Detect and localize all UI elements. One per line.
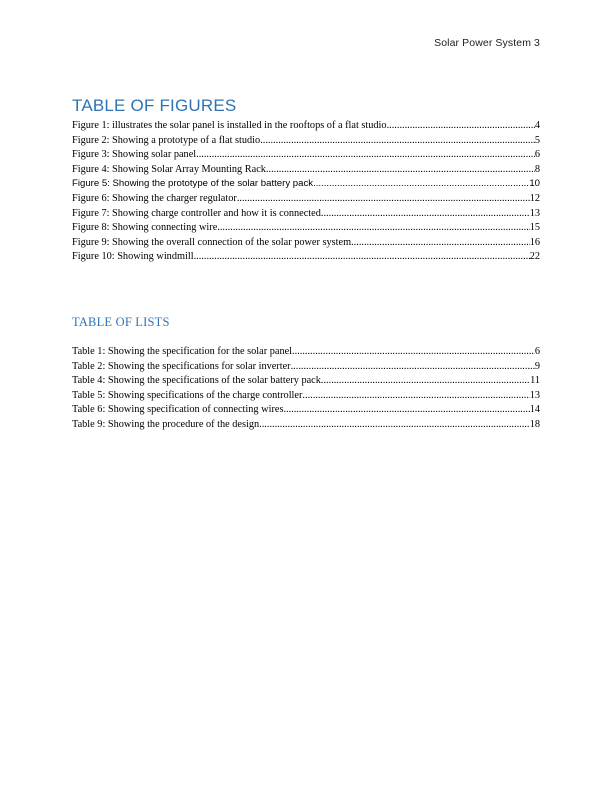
toc-entry-figure-9[interactable]	[72, 236, 540, 251]
toc-entry-figure-6[interactable]	[72, 192, 540, 207]
dot-leader	[259, 418, 530, 433]
toc-entry-table-9[interactable]	[72, 418, 540, 433]
dot-leader	[321, 207, 530, 222]
toc-entry-table-5[interactable]	[72, 389, 540, 404]
entry-page-number: 4	[534, 120, 540, 131]
toc-entry-figure-2[interactable]	[72, 134, 540, 149]
entry-label: Table 1: Showing the specification for the solar panel	[72, 346, 293, 357]
entry-page-number: 15	[529, 222, 540, 234]
toc-entry-table-6[interactable]	[72, 403, 540, 418]
entry-page-number: 8	[534, 163, 540, 175]
dot-leader	[196, 148, 535, 163]
dot-leader	[313, 177, 529, 192]
entry-page-number: 13	[529, 207, 540, 219]
entry-page-number: 6	[534, 149, 540, 161]
entry-label: Figure 6: Showing the charger regulator	[72, 192, 237, 204]
entry-page-number: 5	[534, 134, 540, 146]
lists-list	[72, 345, 540, 433]
entry-page-number: 13	[529, 389, 540, 401]
table-of-figures-title: TABLE OF FIGURES	[72, 96, 237, 115]
dot-leader	[283, 403, 529, 418]
entry-label: Figure 2: Showing a prototype of a flat studio	[72, 134, 261, 146]
entry-label: Figure 4: Showing Solar Array Mounting Rack	[72, 163, 266, 175]
entry-label: Table 2: Showing the specifications for solar inverter	[72, 360, 291, 372]
dot-leader	[266, 163, 535, 178]
toc-entry-figure-8[interactable]	[72, 221, 540, 236]
entry-page-number: 9	[534, 360, 540, 372]
dot-leader	[260, 134, 535, 149]
entry-label: Figure 10: Showing windmill	[72, 251, 194, 263]
entry-label: Figure 8: Showing connecting wire	[72, 222, 218, 234]
entry-label: Table 5: Showing specifications of the charge controller	[72, 389, 303, 401]
dot-leader	[291, 360, 535, 375]
entry-label: Table 4: Showing the specifications of the solar battery pack	[72, 375, 321, 387]
toc-entry-figure-3[interactable]	[72, 148, 540, 163]
entry-page-number: 6	[534, 346, 540, 357]
running-head: Solar Power System 3	[434, 37, 540, 49]
entry-label: Figure 5: Showing the prototype of the solar battery pack	[72, 178, 314, 190]
entry-label: Table 9: Showing the procedure of the design	[72, 418, 260, 430]
entry-page-number: 12	[529, 192, 540, 204]
entry-page-number: 22	[529, 251, 540, 263]
toc-entry-table-1[interactable]	[72, 345, 540, 360]
entry-page-number: 16	[529, 236, 540, 248]
dot-leader	[292, 345, 535, 360]
toc-entry-table-2[interactable]	[72, 360, 540, 375]
entry-label: Figure 1: illustrates the solar panel is installed in the rooftops of a flat studio	[72, 120, 387, 131]
dot-leader	[237, 192, 530, 207]
entry-label: Figure 9: Showing the overall connection of the solar power system	[72, 236, 352, 248]
dot-leader	[217, 221, 529, 236]
table-of-figures	[72, 96, 540, 265]
entry-page-number: 10	[529, 178, 540, 190]
entry-page-number: 18	[529, 418, 540, 430]
dot-leader	[351, 236, 530, 251]
toc-entry-figure-7[interactable]	[72, 207, 540, 222]
toc-entry-figure-4[interactable]	[72, 163, 540, 178]
toc-entry-figure-5[interactable]	[72, 177, 540, 192]
entry-label: Figure 3: Showing solar panel	[72, 149, 197, 161]
dot-leader	[302, 389, 529, 404]
entry-page-number: 14	[529, 404, 540, 416]
dot-leader	[194, 250, 530, 265]
toc-entry-figure-10[interactable]	[72, 250, 540, 265]
toc-entry-figure-1[interactable]	[72, 119, 540, 134]
toc-entry-table-4[interactable]	[72, 374, 540, 389]
table-of-lists-title: TABLE OF LISTS	[72, 315, 170, 329]
dot-leader	[321, 374, 530, 389]
table-of-lists	[72, 315, 540, 433]
figures-list	[72, 119, 540, 265]
entry-page-number: 11	[530, 375, 540, 387]
entry-label: Table 6: Showing specification of connecting wires	[72, 404, 284, 416]
dot-leader	[387, 119, 535, 134]
entry-label: Figure 7: Showing charge controller and how it is connected	[72, 207, 321, 219]
